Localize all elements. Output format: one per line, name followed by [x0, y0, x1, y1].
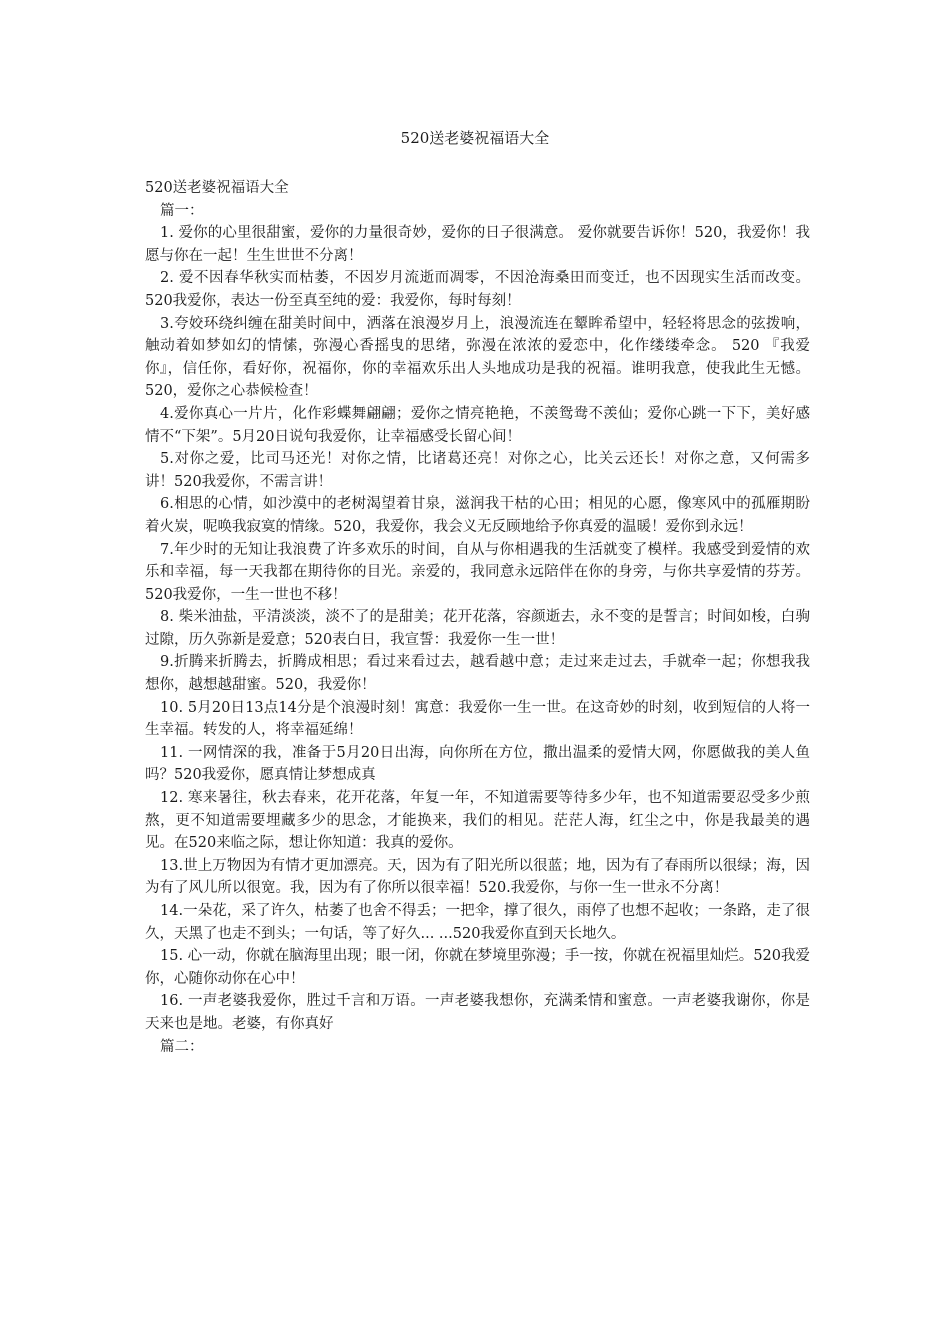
paragraph-5: 5.对你之爱，比司马还光！对你之情，比诸葛还亮！对你之心，比关云还长！对你之意，又何需多讲！520我爱你，不需言讲！ [145, 451, 810, 490]
document-subtitle: 520送老婆祝福语大全 [145, 180, 289, 196]
paragraph-10: 10. 5月20日13点14分是个浪漫时刻！寓意：我爱你一生一世。在这奇妙的时刻，收到短信的人将一生幸福。转发的人，将幸福延绵！ [145, 699, 810, 739]
paragraph-14: 14.一朵花，采了许久，枯萎了也舍不得丢；一把伞，撑了很久，雨停了也想不起收；一条路，走了很久，天黑了也走不到头；一句话，等了好久... ...520我爱你直到天长地久。 [145, 903, 810, 942]
paragraph-13: 13.世上万物因为有情才更加漂亮。天，因为有了阳光所以很蓝；地，因为有了春雨所以很绿；海，因为有了风儿所以很宽。我，因为有了你所以很幸福！520.我爱你，与你一生一世永不分离！ [145, 857, 810, 897]
paragraph-3: 3.夸姣环绕纠缠在甜美时间中，洒落在浪漫岁月上，浪漫流连在颦眸希望中，轻轻将思念的弦拨响，触动着如梦如幻的情愫，弥漫心香摇曳的思绪，弥漫在浓浓的爱恋中，化作缕缕牵念。 520 『我爱你』，信任你，看好你，祝福你，你的幸福欢乐出人头地成功是我的祝福。谁明我意，使我此生无憾。 520，爱你之心恭候检查！ [145, 315, 810, 400]
paragraph-6: 6.相思的心情，如沙漠中的老树渴望着甘泉，滋润我干枯的心田；相见的心愿，像寒风中的孤雁期盼着火炭，呢唤我寂寞的情缘。520，我爱你，我会义无反顾地给予你真爱的温暖！爱你到永远！ [145, 496, 810, 535]
paragraph-4: 4.爱你真心一片片，化作彩蝶舞翩翩；爱你之情亮艳艳，不羡鸳鸯不羡仙；爱你心跳一下下，美好感情不“下架”。5月20日说句我爱你，让幸福感受长留心间！ [145, 405, 810, 445]
section-heading-1: 篇一： [160, 202, 204, 219]
paragraph-1: 1. 爱你的心里很甜蜜，爱你的力量很奇妙，爱你的日子很满意。 爱你就要告诉你！520，我爱你！我愿与你在一起！生生世世不分离！ [145, 225, 810, 264]
paragraph-12: 12. 寒来暑往，秋去春来，花开花落，年复一年，不知道需要等待多少年，也不知道需要忍受多少煎熬，更不知道需要埋藏多少的思念，才能换来，我们的相见。茫茫人海，红尘之中，你是我最美的遇见。在520来临之际，想让你知道：我真的爱你。 [145, 790, 810, 852]
document-title: 520送老婆祝福语大全 [400, 129, 550, 147]
section-heading-2: 篇二： [160, 1038, 204, 1055]
paragraph-9: 9.折腾来折腾去，折腾成相思；看过来看过去，越看越中意；走过来走过去，手就牵一起；你想我我想你，越想越甜蜜。520，我爱你！ [145, 654, 810, 694]
document-body [145, 177, 810, 1058]
paragraph-15: 15. 心一动，你就在脑海里出现；眼一闭，你就在梦境里弥漫；手一按，你就在祝福里灿烂。520我爱你，心随你动你在心中！ [145, 948, 810, 987]
paragraph-16: 16. 一声老婆我爱你，胜过千言和万语。一声老婆我想你，充满柔情和蜜意。一声老婆我谢你，你是天来也是地。老婆，有你真好 [145, 993, 810, 1032]
paragraph-7: 7.年少时的无知让我浪费了许多欢乐的时间，自从与你相遇我的生活就变了模样。我感受到爱情的欢乐和幸福，每一天我都在期待你的目光。亲爱的，我同意永远陪伴在你的身旁，与你共享爱情的芬芳。520我爱你，一生一世也不移！ [145, 541, 810, 603]
paragraph-8: 8. 柴米油盐，平清淡淡，淡不了的是甜美；花开花落，容颜逝去，永不变的是誓言；时间如梭，白驹过隙，历久弥新是爱意；520表白日，我宣誓：我爱你一生一世！ [145, 609, 810, 648]
paragraph-11: 11. 一网情深的我，准备于5月20日出海，向你所在方位，撒出温柔的爱情大网，你愿做我的美人鱼吗？520我爱你，愿真情让梦想成真 [145, 744, 810, 784]
paragraph-2: 2. 爱不因春华秋实而枯萎，不因岁月流逝而凋零，不因沧海桑田而变迁，也不因现实生活而改变。520我爱你，表达一份至真至纯的爱：我爱你，每时每刻！ [145, 270, 810, 309]
